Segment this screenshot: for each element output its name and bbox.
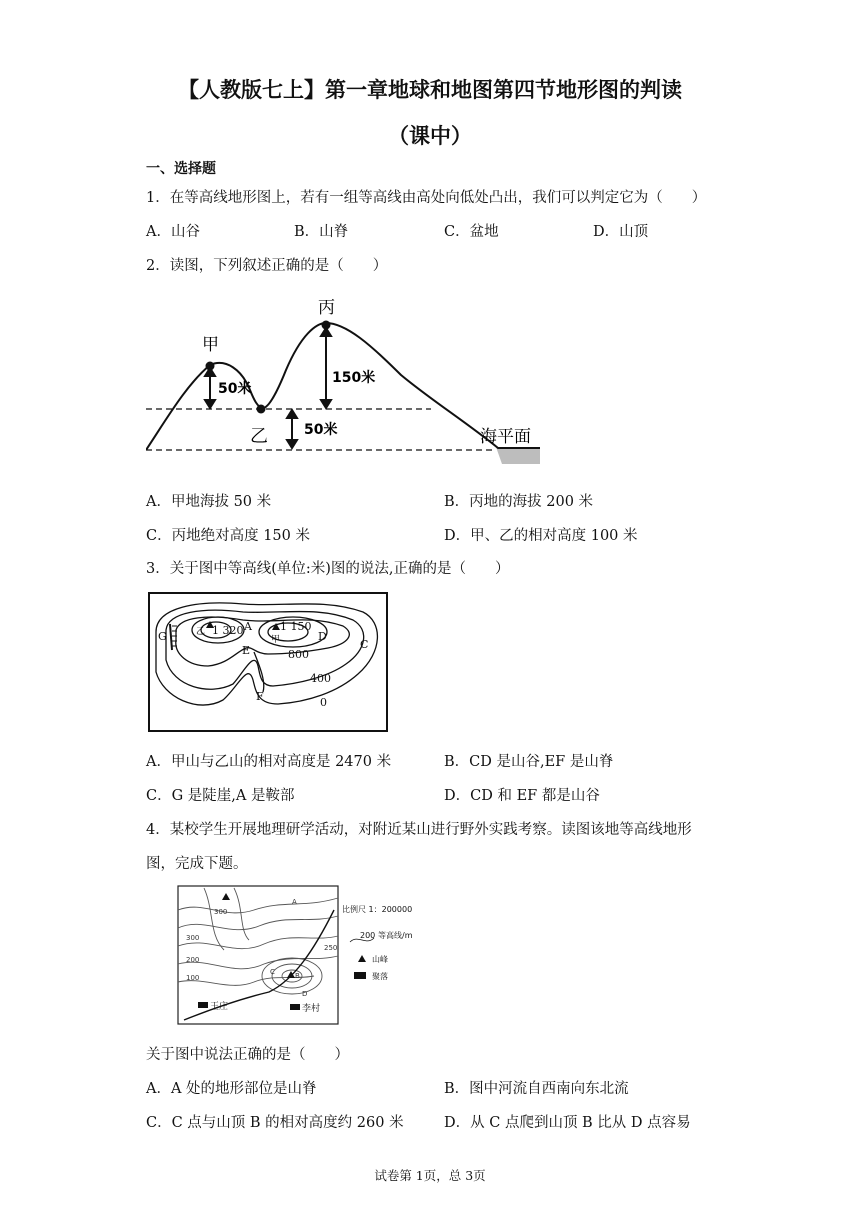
q3-contour-figure bbox=[148, 592, 388, 732]
label-e: E bbox=[242, 644, 251, 657]
q3-stem: 3．关于图中等高线(单位:米)图的说法,正确的是（ ） bbox=[146, 561, 510, 577]
label-wangzhuang: 王庄 bbox=[210, 1002, 229, 1012]
q3-option-c[interactable]: C．G 是陡崖,A 是鞍部 bbox=[146, 788, 295, 804]
label-400: 400 bbox=[310, 672, 331, 685]
q1-option-c[interactable]: C．盆地 bbox=[444, 224, 499, 240]
q4-option-d[interactable]: D．从 C 点爬到山顶 B 比从 D 点容易 bbox=[444, 1115, 691, 1131]
village-legend-label: 聚落 bbox=[372, 972, 388, 981]
contour-legend-label: 等高线/m bbox=[378, 931, 413, 940]
label-bing: 丙 bbox=[318, 298, 335, 318]
label-g: G bbox=[158, 630, 167, 643]
label-c: C bbox=[270, 968, 275, 976]
q3-option-b[interactable]: B．CD 是山谷,EF 是山脊 bbox=[444, 754, 614, 770]
label-sea-level: 海平面 bbox=[480, 427, 531, 447]
q4-sub-stem: 关于图中说法正确的是（ ） bbox=[146, 1047, 349, 1063]
label-yi: 乙 bbox=[250, 426, 268, 447]
q2-option-b[interactable]: B．丙地的海拔 200 米 bbox=[444, 494, 594, 510]
scale-label: 比例尺 1：200000 bbox=[342, 905, 413, 914]
contour-legend-value: 200 bbox=[360, 931, 376, 940]
label-d: D bbox=[302, 990, 308, 998]
peak-legend-label: 山峰 bbox=[372, 955, 388, 964]
q1-option-a[interactable]: A．山谷 bbox=[146, 224, 200, 240]
q4-option-a[interactable]: A．A 处的地形部位是山脊 bbox=[146, 1081, 317, 1097]
label-a: A bbox=[292, 898, 297, 906]
section-heading: 一、选择题 bbox=[146, 161, 216, 177]
page-subtitle: （课中） bbox=[388, 124, 472, 148]
label-150m: 150米 bbox=[332, 370, 376, 386]
label-50m-jia: 50米 bbox=[218, 381, 252, 397]
sea-area bbox=[496, 447, 540, 464]
label-f: F bbox=[256, 690, 264, 703]
label-yi: 乙 bbox=[196, 627, 206, 637]
label-licun: 李村 bbox=[302, 1004, 321, 1014]
q4-stem-line1: 4．某校学生开展地理研学活动，对附近某山进行野外实践考察。读图该地等高线地形 bbox=[146, 822, 692, 838]
contour-line bbox=[178, 956, 338, 969]
q4-stem-line2: 图，完成下题。 bbox=[146, 856, 248, 872]
label-elev-1320: 1 320 bbox=[212, 624, 244, 637]
label-800: 800 bbox=[288, 648, 309, 661]
arrow-down-icon bbox=[205, 400, 215, 408]
label-300-b: 300 bbox=[214, 908, 228, 916]
q4-option-b[interactable]: B．图中河流自西南向东北流 bbox=[444, 1081, 629, 1097]
village-wangzhuang-icon bbox=[198, 1002, 208, 1008]
q2-option-a[interactable]: A．甲地海拔 50 米 bbox=[146, 494, 272, 510]
contour-line bbox=[178, 898, 338, 913]
village-licun-icon bbox=[290, 1004, 300, 1010]
q1-stem: 1．在等高线地形图上，若有一组等高线由高处向低处凸出，我们可以判定它为（ ） bbox=[146, 190, 707, 206]
label-250: 250 bbox=[324, 944, 338, 952]
arrow-up-icon bbox=[321, 328, 331, 336]
contour-line bbox=[204, 888, 224, 950]
village-legend-icon bbox=[354, 972, 366, 979]
label-a: A bbox=[244, 620, 252, 633]
q2-profile-figure bbox=[146, 290, 546, 470]
label-50m-yi: 50米 bbox=[304, 422, 338, 438]
contour-400 bbox=[166, 610, 364, 689]
q1-option-b[interactable]: B．山脊 bbox=[294, 224, 349, 240]
q2-option-c[interactable]: C．丙地绝对高度 150 米 bbox=[146, 528, 310, 544]
q2-stem: 2．读图，下列叙述正确的是（ ） bbox=[146, 258, 388, 274]
label-elev-1150: 1 150 bbox=[280, 620, 312, 633]
label-300-a: 300 bbox=[186, 934, 200, 942]
cliff-g bbox=[170, 624, 172, 650]
label-b: B bbox=[295, 972, 300, 980]
arrow-up-icon bbox=[287, 410, 297, 418]
q3-option-a[interactable]: A．甲山与乙山的相对高度是 2470 米 bbox=[146, 754, 392, 770]
q3-option-d[interactable]: D．CD 和 EF 都是山谷 bbox=[444, 788, 600, 804]
point-yi bbox=[257, 405, 266, 414]
page-title: 【人教版七上】第一章地球和地图第四节地形图的判读 bbox=[178, 78, 682, 102]
label-100: 100 bbox=[186, 974, 200, 982]
label-0: 0 bbox=[320, 696, 327, 709]
arrow-down-icon bbox=[321, 400, 331, 408]
contour-line bbox=[234, 888, 249, 940]
label-c: C bbox=[360, 638, 369, 651]
label-200: 200 bbox=[186, 956, 200, 964]
label-jia: 甲 bbox=[271, 635, 281, 645]
q1-option-d[interactable]: D．山顶 bbox=[593, 224, 649, 240]
q2-option-d[interactable]: D．甲、乙的相对高度 100 米 bbox=[444, 528, 638, 544]
contour-line bbox=[178, 916, 338, 930]
page-footer: 试卷第 1页，总 3页 bbox=[374, 1168, 486, 1183]
q4-option-c[interactable]: C．C 点与山顶 B 的相对高度约 260 米 bbox=[146, 1115, 404, 1131]
arrow-down-icon bbox=[287, 440, 297, 448]
label-d: D bbox=[318, 630, 327, 643]
q4-contour-figure bbox=[174, 880, 454, 1030]
label-jia: 甲 bbox=[202, 335, 219, 355]
peak-triangle-icon bbox=[222, 893, 230, 900]
peak-legend-icon bbox=[358, 955, 366, 962]
